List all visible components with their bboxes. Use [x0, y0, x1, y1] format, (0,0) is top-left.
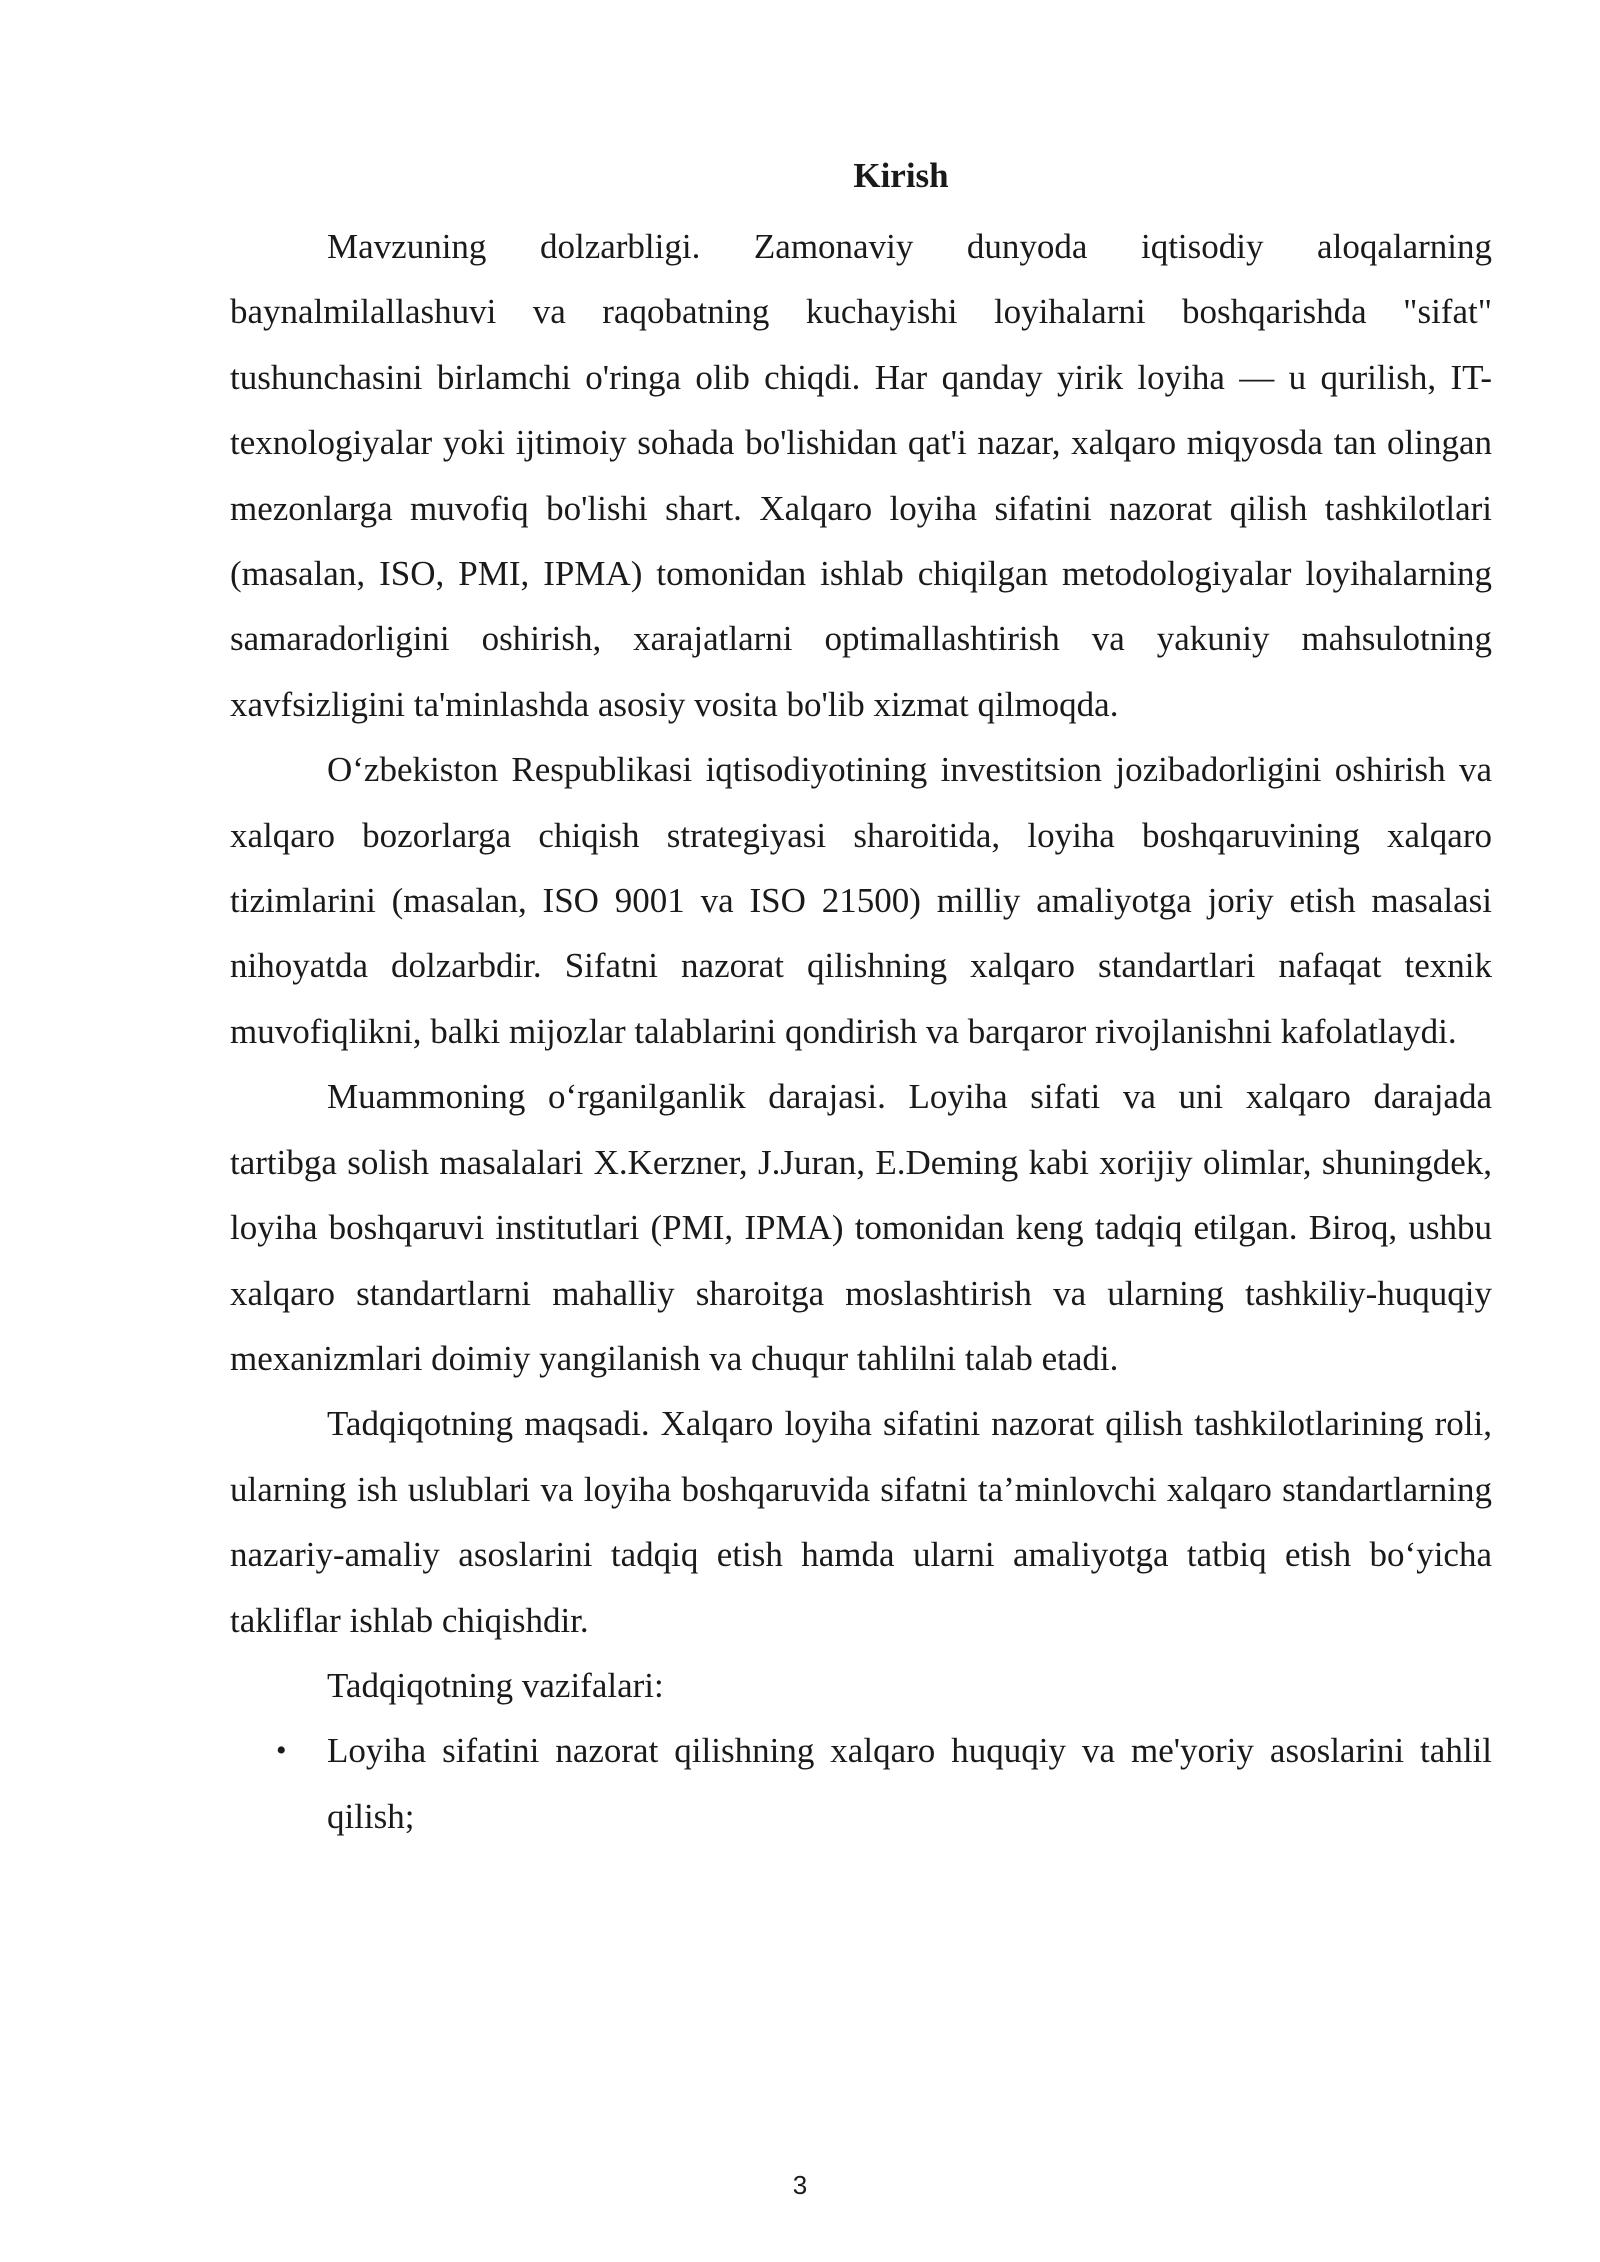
page-number: 3	[792, 2170, 808, 2200]
list-item	[230, 1718, 1492, 1849]
paragraph-research-goal: Tadqiqotning maqsadi. Xalqaro loyiha sifatini nazorat qilish tashkilotlarining roli, ularning ish uslublari va loyiha boshqaruvida sifatni ta’minlovchi xalqaro standartlarning nazariy-amaliy asoslarini tadqiq etish hamda ularni amaliyotga tatbiq etish bo‘yicha takliflar ishlab chiqishdir.	[230, 1404, 1492, 1640]
document-title: Kirish	[853, 156, 949, 195]
list-item-text: Loyiha sifatini nazorat qilishning xalqaro huquqiy va me'yoriy asoslarini tahlil qilish;	[327, 1731, 1492, 1836]
research-tasks-list	[230, 1718, 1492, 1849]
paragraph-problem-study: Muammoning o‘rganilganlik darajasi. Loyiha sifati va uni xalqaro darajada tartibga solish masalalari X.Kerzner, J.Juran, E.Deming kabi xorijiy olimlar, shuningdek, loyiha boshqaruvi institutlari (PMI, IPMA) tomonidan keng tadqiq etilgan. Biroq, ushbu xalqaro standartlarni mahalliy sharoitga moslashtirish va ularning tashkiliy-huquqiy mexanizmlari doimiy yangilanish va chuqur tahlilni talab etadi.	[230, 1077, 1492, 1378]
bullet-icon: •	[276, 1734, 287, 1768]
paragraph-research-tasks-heading: Tadqiqotning vazifalari:	[327, 1665, 664, 1705]
document-page	[230, 150, 1492, 1849]
paragraph-uzbekistan-context: O‘zbekiston Respublikasi iqtisodiyotining investitsion jozibadorligini oshirish va xalqaro bozorlarga chiqish strategiyasi sharoitida, loyiha boshqaruvining xalqaro tizimlarini (masalan, ISO 9001 va ISO 21500) milliy amaliyotga joriy etish masalasi nihoyatda dolzarbdir. Sifatni nazorat qilishning xalqaro standartlari nafaqat texnik muvofiqlikni, balki mijozlar talablarini qondirish va barqaror rivojlanishni kafolatlaydi.	[230, 750, 1492, 1051]
paragraph-relevance: Mavzuning dolzarbligi. Zamonaviy dunyoda iqtisodiy aloqalarning baynalmilallashuvi va raqobatning kuchayishi loyihalarni boshqarishda "sifat" tushunchasini birlamchi o'ringa olib chiqdi. Har qanday yirik loyiha — u qurilish, IT-texnologiyalar yoki ijtimoiy sohada bo'lishidan qat'i nazar, xalqaro miqyosda tan olingan mezonlarga muvofiq bo'lishi shart. Xalqaro loyiha sifatini nazorat qilish tashkilotlari (masalan, ISO, PMI, IPMA) tomonidan ishlab chiqilgan metodologiyalar loyihalarning samaradorligini oshirish, xarajatlarni optimallashtirish va yakuniy mahsulotning xavfsizligini ta'minlashda asosiy vosita bo'lib xizmat qilmoqda.	[230, 227, 1492, 724]
